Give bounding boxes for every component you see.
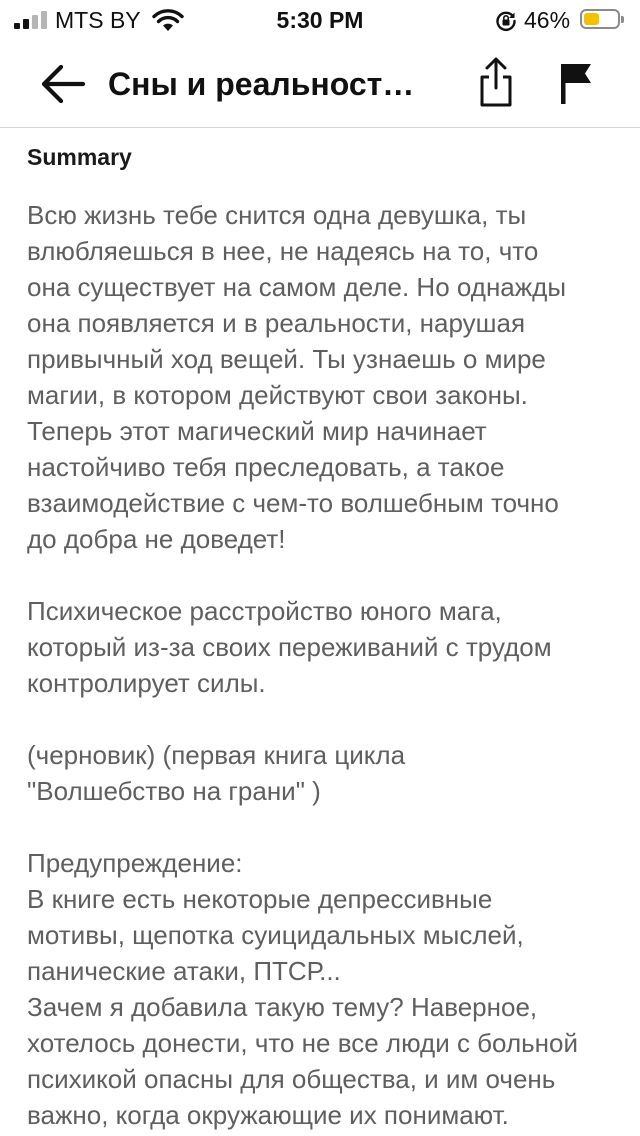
summary-paragraph bbox=[27, 845, 617, 1133]
share-icon[interactable] bbox=[476, 56, 516, 108]
summary-line: настойчиво тебя преследовать, а такое bbox=[27, 452, 505, 482]
summary-section bbox=[27, 130, 617, 1133]
summary-heading: Summary bbox=[27, 144, 132, 170]
back-arrow-icon[interactable] bbox=[38, 64, 86, 104]
battery-icon bbox=[580, 9, 620, 29]
summary-line: магии, в котором действуют свои законы. bbox=[27, 380, 528, 410]
summary-body bbox=[27, 197, 617, 1133]
summary-line: (черновик) (первая книга цикла bbox=[27, 740, 406, 770]
summary-line: она появляется и в реальности, нарушая bbox=[27, 308, 526, 338]
page-title: Сны и реальност… bbox=[108, 66, 415, 102]
summary-line: Психическое расстройство юного мага, bbox=[27, 596, 502, 626]
summary-line: Всю жизнь тебе снится одна девушка, ты bbox=[27, 200, 527, 230]
status-bar bbox=[0, 0, 640, 40]
summary-paragraph bbox=[27, 593, 617, 701]
summary-line: важно, когда окружающие их понимают. bbox=[27, 1100, 509, 1130]
carrier-name: MTS BY bbox=[55, 7, 141, 33]
summary-line: Теперь этот магический мир начинает bbox=[27, 416, 487, 446]
summary-line: мотивы, щепотка суицидальных мыслей, bbox=[27, 920, 524, 950]
clock: 5:30 PM bbox=[276, 7, 364, 33]
summary-line: хотелось донести, что не все люди с больной bbox=[27, 1028, 579, 1058]
flag-icon[interactable] bbox=[556, 60, 596, 106]
summary-paragraph bbox=[27, 737, 617, 809]
summary-line: Зачем я добавила такую тему? Наверное, bbox=[27, 992, 538, 1022]
summary-line: который из-за своих переживаний с трудом bbox=[27, 632, 552, 662]
summary-line: влюбляешься в нее, не надеясь на то, что bbox=[27, 236, 539, 266]
battery-level bbox=[584, 13, 599, 25]
summary-line: "Волшебство на грани" ) bbox=[27, 776, 321, 806]
summary-line: контролирует силы. bbox=[27, 668, 266, 698]
nav-bar bbox=[0, 40, 640, 128]
summary-line: она существует на самом деле. Но однажды bbox=[27, 272, 567, 302]
summary-line: В книге есть некоторые депрессивные bbox=[27, 884, 493, 914]
battery-percent: 46% bbox=[524, 7, 571, 33]
summary-line: взаимодействие с чем-то волшебным точно bbox=[27, 488, 559, 518]
summary-line: до добра не доведет! bbox=[27, 524, 286, 554]
summary-line: привычный ход вещей. Ты узнаешь о мире bbox=[27, 344, 546, 374]
summary-paragraph bbox=[27, 197, 617, 557]
summary-line: психикой опасны для общества, и им очень bbox=[27, 1064, 556, 1094]
orientation-lock-icon bbox=[494, 10, 518, 32]
summary-line: Предупреждение: bbox=[27, 848, 243, 878]
summary-line: панические атаки, ПТСР... bbox=[27, 956, 341, 986]
